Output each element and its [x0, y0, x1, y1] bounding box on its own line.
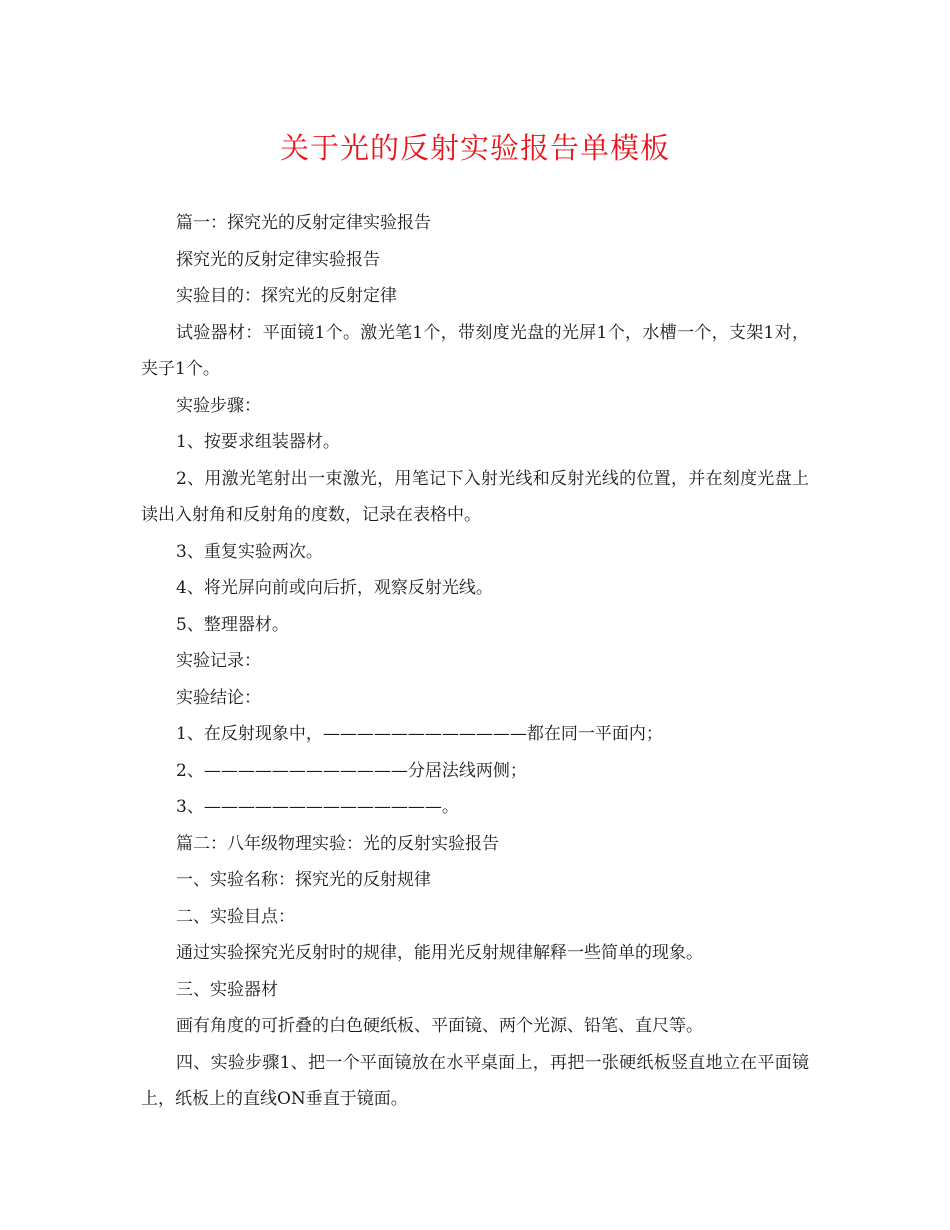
- document-title: 关于光的反射实验报告单模板: [279, 131, 670, 165]
- paragraph: 4、将光屏向前或向后折，观察反射光线。: [176, 578, 493, 598]
- paragraph: 三、实验器材: [176, 979, 278, 1000]
- paragraph: 1、按要求组装器材。: [176, 432, 340, 452]
- paragraph: 画有角度的可折叠的白色硬纸板、平面镜、两个光源、铅笔、直尺等。: [176, 1016, 703, 1036]
- paragraph: 二、实验目点：: [176, 906, 295, 927]
- paragraph: 实验结论：: [176, 687, 261, 708]
- paragraph: 5、整理器材。: [176, 614, 289, 635]
- paragraph: 篇二：八年级物理实验：光的反射实验报告: [176, 833, 499, 854]
- paragraph: 1、在反射现象中，————————————都在同一平面内；: [176, 724, 663, 744]
- paragraph: 四、实验步骤1、把一个平面镜放在水平桌面上，再把一张硬纸板竖直地立在平面镜上，纸板上的直线ON垂直于镜面。: [141, 1052, 809, 1109]
- paragraph: 篇一：探究光的反射定律实验报告: [176, 213, 431, 233]
- paragraph: 2、用激光笔射出一束激光，用笔记下入射光线和反射光线的位置，并在刻度光盘上读出入射角和反射角的度数，记录在表格中。: [141, 468, 809, 525]
- paragraph: 实验记录：: [176, 651, 261, 671]
- paragraph: 3、重复实验两次。: [176, 541, 323, 562]
- paragraph: 试验器材：平面镜1个。激光笔1个，带刻度光盘的光屏1个，水槽一个，支架1对，夹子1个。: [141, 322, 809, 379]
- document-body: [141, 205, 809, 1118]
- paragraph: 实验目的：探究光的反射定律: [176, 286, 397, 306]
- paragraph: 实验步骤：: [176, 395, 261, 416]
- paragraph: 一、实验名称：探究光的反射规律: [176, 870, 431, 890]
- paragraph: 3、——————————————。: [176, 797, 459, 817]
- paragraph: 通过实验探究光反射时的规律，能用光反射规律解释一些简单的现象。: [176, 943, 703, 963]
- paragraph: 探究光的反射定律实验报告: [176, 249, 380, 270]
- paragraph: 2、————————————分居法线两侧；: [176, 760, 527, 781]
